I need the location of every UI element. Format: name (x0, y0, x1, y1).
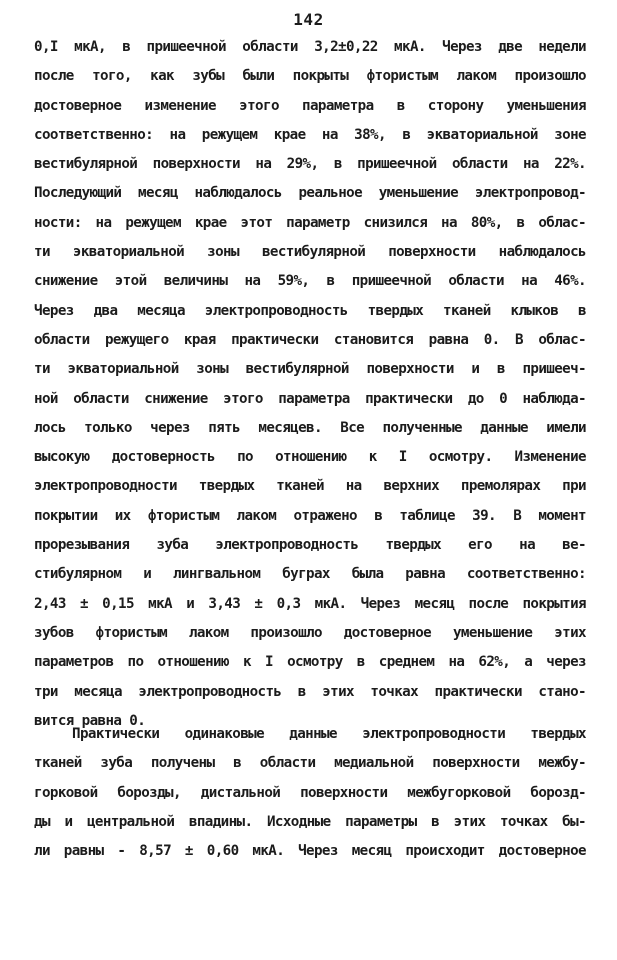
text-line: тканей зуба получены в области медиальной поверхности межбу- (34, 755, 586, 772)
text-line: прорезывания зуба электропроводность твердых его на ве- (34, 537, 586, 554)
paragraph-1 (34, 33, 586, 736)
text-line: электропроводности твердых тканей на верхних премолярах при (34, 478, 586, 495)
page-number: 142 (293, 10, 324, 29)
text-line: зубов фтористым лаком произошло достоверное уменьшение этих (34, 624, 586, 641)
paragraph-2 (34, 720, 586, 866)
text-line: вестибулярной поверхности на 29%, в пришеечной области на 22%. (34, 156, 586, 173)
text-line: ды и центральной впадины. Исходные параметры в этих точках бы- (34, 813, 586, 830)
text-line: ности: на режущем крае этот параметр снизился на 80%, в облас- (34, 214, 586, 231)
text-line: стибулярном и лингвальном буграх была равна соответственно: (34, 566, 586, 583)
text-line: после того, как зубы были покрыты фтористым лаком произошло (34, 68, 586, 85)
text-line: покрытии их фтористым лаком отражено в таблице 39. В момент (34, 507, 586, 524)
text-line: ти экваториальной зоны вестибулярной поверхности наблюдалось (34, 244, 586, 261)
text-line: высокую достоверность по отношению к I осмотру. Изменение (34, 449, 586, 466)
text-line: лось только через пять месяцев. Все полученные данные имели (34, 419, 586, 436)
text-line: ной области снижение этого параметра практически до 0 наблюда- (34, 390, 586, 407)
text-line: достоверное изменение этого параметра в сторону уменьшения (34, 97, 586, 114)
text-line: ли равны - 8,57 ± 0,60 мкА. Через месяц происходит достоверное (34, 843, 586, 860)
text-line: соответственно: на режущем крае на 38%, в экваториальной зоне (34, 126, 586, 143)
text-line: 0,I мкА, в пришеечной области 3,2±0,22 мкА. Через две недели (34, 39, 586, 55)
text-line: три месяца электропроводность в этих точках практически стано- (34, 683, 586, 700)
text-line: Практически одинаковые данные электропроводности твердых (72, 726, 586, 742)
text-line: снижение этой величины на 59%, в пришеечной области на 46%. (34, 273, 586, 290)
text-line: Последующий месяц наблюдалось реальное уменьшение электропровод- (34, 185, 586, 202)
text-line: области режущего края практически становится равна 0. В облас- (34, 331, 586, 348)
text-line: ти экваториальной зоны вестибулярной поверхности и в пришееч- (34, 361, 586, 378)
text-line: 2,43 ± 0,15 мкА и 3,43 ± 0,3 мкА. Через месяц после покрытия (34, 595, 586, 612)
text-line: вится равна 0. (34, 712, 146, 729)
text-line: Через два месяца электропроводность твердых тканей клыков в (34, 302, 586, 319)
text-line: горковой борозды, дистальной поверхности межбугорковой борозд- (34, 784, 586, 801)
text-line: параметров по отношению к I осмотру в среднем на 62%, а через (34, 654, 586, 671)
